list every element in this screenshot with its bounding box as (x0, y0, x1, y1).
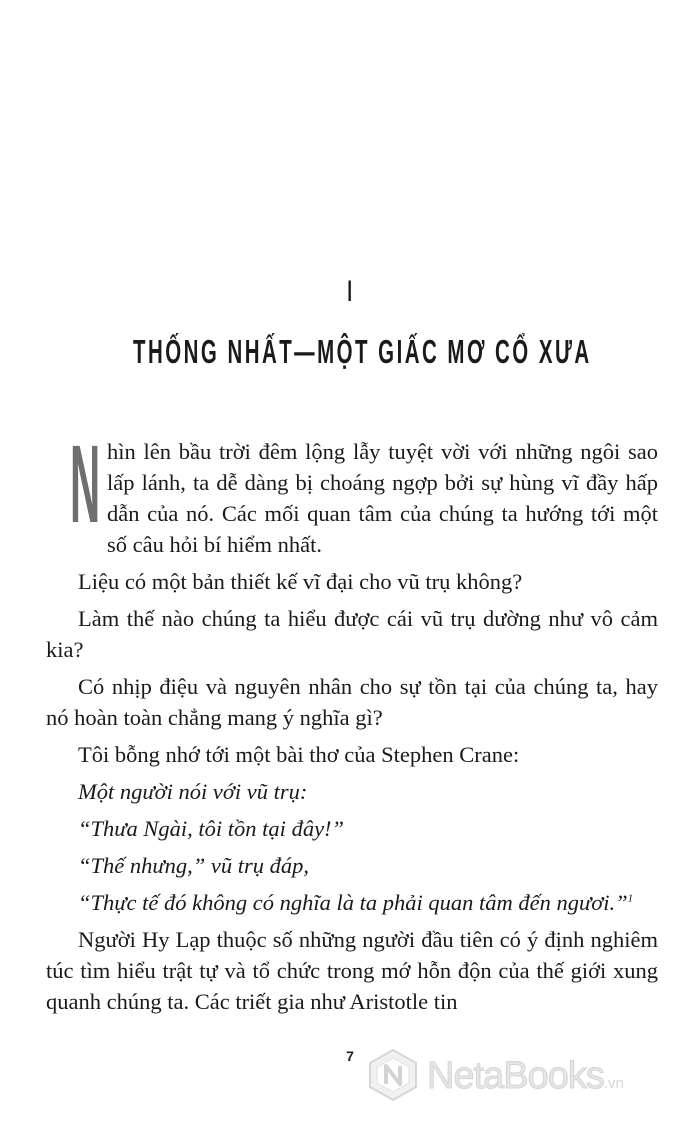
paragraph-5: Tôi bỗng nhớ tới một bài thơ của Stephen Crane: (78, 742, 520, 767)
watermark (365, 1047, 685, 1107)
paragraph-1-text: hìn lên bầu trời đêm lộng lẫy tuyệt vời với những ngôi sao lấp lánh, ta dễ dàng bị choáng ngợp bởi sự hùng vĩ đầy hấp dẫn của nó. Các mối quan tâm của chúng ta hướng tới một số câu hỏi bí hiểm nhất. (107, 439, 658, 557)
chapter-title: THỐNG NHẤT—MỘT GIẤC MƠ CỔ XƯA (133, 333, 592, 370)
netabooks-logo-icon (365, 1047, 421, 1103)
watermark-text (427, 1055, 624, 1098)
drop-cap: N (70, 423, 101, 546)
footnote-ref: 1 (627, 892, 634, 905)
paragraph-6: Người Hy Lạp thuộc số những người đầu tiên có ý định nghiêm túc tìm hiểu trật tự và tổ chức trong mớ hỗn độn của thế giới xung quanh chúng ta. Các triết gia như Aristotle tin (46, 927, 658, 1014)
verse-line-1: Một người nói với vũ trụ: (78, 779, 308, 804)
paragraph-1 (46, 423, 658, 560)
paragraph-2: Liệu có một bản thiết kế vĩ đại cho vũ trụ không? (78, 569, 523, 594)
paragraph-3: Làm thế nào chúng ta hiểu được cái vũ trụ dường như vô cảm kia? (46, 606, 658, 662)
verse-line-3: “Thế nhưng,” vũ trụ đáp, (78, 853, 310, 878)
verse-line-4-text: “Thực tế đó không có nghĩa là ta phải quan tâm đến ngươi.” (78, 890, 628, 915)
verse-line-2: “Thưa Ngài, tôi tồn tại đây!” (78, 816, 345, 841)
page-number: 7 (346, 1048, 354, 1064)
verse-line-4 (46, 887, 658, 918)
body-text (46, 423, 658, 1023)
watermark-brand: NetaBooks (427, 1055, 604, 1097)
watermark-suffix: .vn (603, 1075, 624, 1092)
chapter-number: I (347, 275, 353, 308)
paragraph-4: Có nhịp điệu và nguyên nhân cho sự tồn tại của chúng ta, hay nó hoàn toàn chẳng mang ý nghĩa gì? (46, 674, 658, 730)
